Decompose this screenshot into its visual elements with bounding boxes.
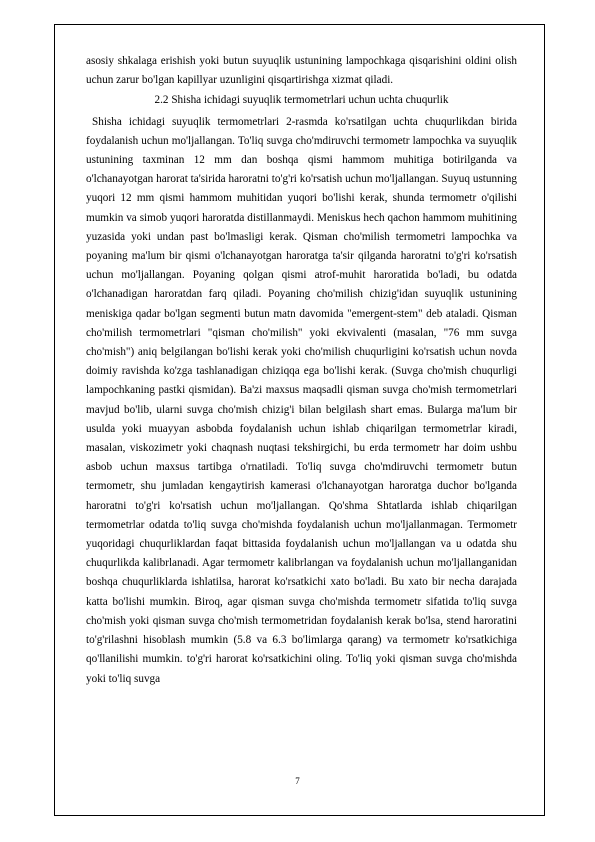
section-heading: 2.2 Shisha ichidagi suyuqlik termometrlari uchun uchta chuqurlik <box>154 94 449 107</box>
paragraph-intro: asosiy shkalaga erishish yoki butun suyuqlik ustunining lampochkaga qisqarishini oldini olish uchun zarur bo'lgan kapillyar uzunligini qisqartirishga xizmat qiladi. <box>86 55 517 87</box>
paragraph-main: Shisha ichidagi suyuqlik termometrlari 2-rasmda ko'rsatilgan uchta chuqurlikdan birida foydalanish uchun mo'ljallangan. To'liq suvga cho'mdiruvchi termometr lampochka va suyuqlik ustunining taxminan 12 mm dan boshqa qismi hammom muhitiga botirilganda va o'lchanayotgan harorat ta'sirida haroratni to'g'ri ko'rsatish uchun mo'ljallangan. Suyuq ustunning yuqori 12 mm qismi hammom muhitidan yuqori bo'lishi kerak, shunda termometr o'qilishi mumkin va simob yuqori haroratda distillanmaydi. Meniskus hech qachon hammom muhitining yuzasida yoki undan past bo'lmasligi kerak. Qisman cho'milish termometri lampochka va poyaning ma'lum bir qismi o'lchanayotgan haroratga ta'sir qilganda haroratni to'g'ri ko'rsatish uchun mo'ljallangan. Poyaning qolgan qismi atrof-muhit haroratida bo'ladi, bu odatda o'lchanadigan haroratdan farq qiladi. Poyaning cho'milish chizig'idan suyuqlik ustunining meniskiga qadar bo'lgan segmenti butun matn davomida "emergent-stem" deb ataladi. Qisman cho'milish termometrlari "qisman cho'milish" yoki ekvivalenti (masalan, "76 mm suvga cho'mish") aniq belgilangan bo'lishi kerak yoki cho'milish chuqurligini ko'rsatish uchun novda doimiy ravishda ko'zga tashlanadigan chiziqqa ega bo'lishi kerak. (Suvga cho'mish chuqurligi lampochkaning pastki qismidan). Ba'zi maxsus maqsadli qisman suvga cho'mish termometrlari mavjud bo'lib, ularni suvga cho'mish chizig'i bilan belgilash shart emas. Bularga ma'lum bir usulda yoki muayyan asbobda foydalanish uchun ishlab chiqarilgan termometrlar kiradi, masalan, viskozimetr yoki chaqnash nuqtasi tekshirgichi, bu erda termometr har doim ushbu asbob uchun maxsus tartibga o'rnatiladi. To'liq suvga cho'mdiruvchi termometr butun termometr, shu jumladan kengaytirish kamerasi o'lchanayotgan haroratga duchor bo'lganda haroratni to'g'ri ko'rsatish uchun mo'ljallangan. Qo'shma Shtatlarda ishlab chiqarilgan termometrlar odatda to'liq suvga cho'mishda foydalanish uchun mo'ljallanmagan. Termometr yuqoridagi chuqurliklardan faqat bittasida foydalanish uchun mo'ljallangan va u odatda shu chuqurlikda kalibrlanadi. Agar termometr kalibrlangan va foydalanish uchun mo'ljallanganidan boshqa chuqurliklarda ishlatilsa, harorat ko'rsatkichi xato bo'ladi. Bu xato bir necha darajada katta bo'lishi mumkin. Biroq, agar qisman suvga cho'mishda termometr sifatida to'liq suvga cho'mish yoki qisman suvga cho'mish termometridan foydalanish kerak bo'lsa, stend haroratini to'g'rilashni hisoblash mumkin (5.8 va 6.3 bo'limlarga qarang) va termometr ko'rsatkichiga qo'llanilishi mumkin. to'g'ri harorat ko'rsatkichini oling. To'liq yoki qisman suvga cho'mishda yoki to'liq suvga <box>86 115 517 685</box>
page-number: 7 <box>295 776 300 786</box>
document-body <box>86 52 517 689</box>
